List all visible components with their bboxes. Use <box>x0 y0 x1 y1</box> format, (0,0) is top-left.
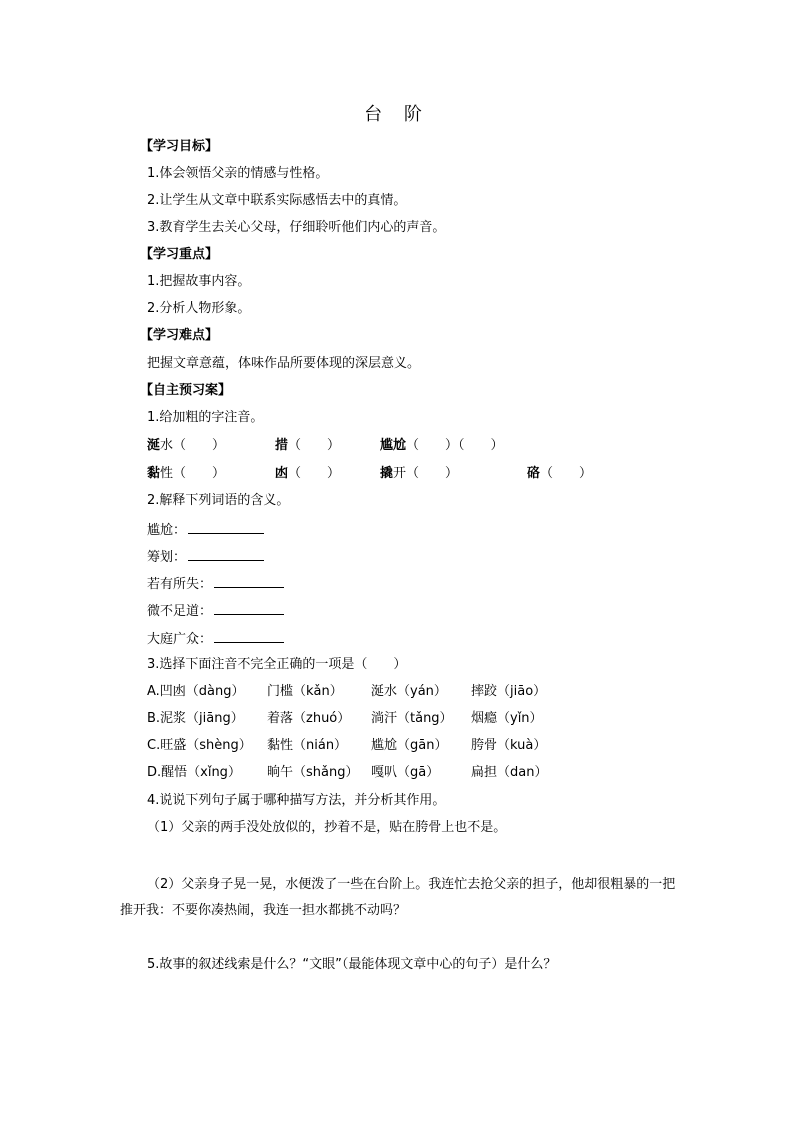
pinyin-blank: （ ） <box>288 466 341 481</box>
q3-option: 胯骨（kuà） <box>471 738 547 753</box>
q3-option: 晌午（shǎng） <box>267 765 359 780</box>
q3-option: 黏性（nián） <box>267 738 348 753</box>
term-label: 若有所失： <box>147 577 213 592</box>
pinyin-blank: （ ）（ ） <box>406 438 504 453</box>
bold-char: 涎 <box>147 438 161 453</box>
page-title: 台 阶 <box>364 104 430 125</box>
term-label: 筹划： <box>147 550 187 565</box>
q3-option: 烟瘾（yǐn） <box>471 711 543 726</box>
q4-prompt: 4.说说下列句子属于哪种描写方法，并分析其作用。 <box>147 793 446 808</box>
bold-char: 尴尬 <box>380 438 407 453</box>
q3-option: 着落（zhuó） <box>267 711 351 726</box>
goal-item-1: 1.体会领悟父亲的情感与性格。 <box>147 166 329 181</box>
term-label: 微不足道： <box>147 604 213 619</box>
q2-term <box>147 628 284 650</box>
q3-option: 淌汗（tǎng） <box>371 711 453 726</box>
bold-char: 撬 <box>380 466 394 481</box>
q1-item <box>275 436 340 456</box>
q3-option: 摔跤（jiāo） <box>471 684 547 699</box>
q2-term <box>147 519 264 541</box>
term-label: 大庭广众： <box>147 632 213 647</box>
q4-sentence-1: （1）父亲的两手没处放似的，抄着不是，贴在胯骨上也不是。 <box>147 820 507 835</box>
q3-option: 嘎叭（gā） <box>371 765 440 780</box>
pinyin-blank: 水（ ） <box>160 438 226 453</box>
q2-prompt: 2.解释下列词语的含义。 <box>147 493 290 508</box>
q2-term <box>147 600 284 622</box>
bold-char: 凼 <box>275 466 289 481</box>
section-header-goals: 【学习目标】 <box>140 139 219 154</box>
answer-blank[interactable] <box>214 573 284 588</box>
answer-blank[interactable] <box>188 546 264 561</box>
section-header-keypoints: 【学习重点】 <box>140 247 219 262</box>
q1-item <box>380 464 458 484</box>
q1-item <box>527 464 592 484</box>
q3-prompt: 3.选择下面注音不完全正确的一项是（ ） <box>147 657 407 672</box>
answer-blank[interactable] <box>188 519 264 534</box>
bold-char: 黏 <box>147 466 161 481</box>
q2-term <box>147 546 264 568</box>
difficulty-item-1: 把握文章意蕴，体味作品所要体现的深层意义。 <box>147 356 421 371</box>
term-label: 尴尬： <box>147 523 187 538</box>
q3-option: D.醒悟（xǐng） <box>147 765 241 780</box>
q5-prompt: 5.故事的叙述线索是什么？“文眼”（最能体现文章中心的句子）是什么？ <box>147 957 557 972</box>
q3-option: 门槛（kǎn） <box>267 684 343 699</box>
pinyin-blank: （ ） <box>288 438 341 453</box>
goal-item-3: 3.教育学生去关心父母，仔细聆听他们内心的声音。 <box>147 220 446 235</box>
answer-blank[interactable] <box>214 628 284 643</box>
pinyin-blank: 性（ ） <box>160 466 226 481</box>
keypoint-item-2: 2.分析人物形象。 <box>147 301 251 316</box>
q3-option: A.凹凼（dàng） <box>147 684 245 699</box>
q3-option: 尴尬（gān） <box>371 738 448 753</box>
q3-option: C.旺盛（shèng） <box>147 738 252 753</box>
q1-item <box>380 436 504 456</box>
q3-option: B.泥浆（jiāng） <box>147 711 244 726</box>
q1-item <box>275 464 340 484</box>
goal-item-2: 2.让学生从文章中联系实际感悟去中的真情。 <box>147 193 407 208</box>
q3-option: 扁担（dan） <box>471 765 548 780</box>
answer-blank[interactable] <box>214 600 284 615</box>
q1-prompt: 1.给加粗的字注音。 <box>147 410 264 425</box>
bold-char: 硌 <box>527 466 541 481</box>
q1-item <box>147 464 225 484</box>
q1-item <box>147 436 225 456</box>
q3-option: 涎水（yán） <box>371 684 447 699</box>
bold-char: 措 <box>275 438 289 453</box>
pinyin-blank: （ ） <box>540 466 593 481</box>
q4-sentence-2: （2）父亲身子晃一晃，水便泼了一些在台阶上。我连忙去抢父亲的担子，他却很粗暴的一把推开我：不要你凑热闹，我连一担水都挑不动吗？ <box>120 877 676 918</box>
section-header-difficulty: 【学习难点】 <box>140 328 219 343</box>
section-header-preview: 【自主预习案】 <box>140 383 232 398</box>
q2-term <box>147 573 284 595</box>
pinyin-blank: 开（ ） <box>393 466 459 481</box>
keypoint-item-1: 1.把握故事内容。 <box>147 274 251 289</box>
